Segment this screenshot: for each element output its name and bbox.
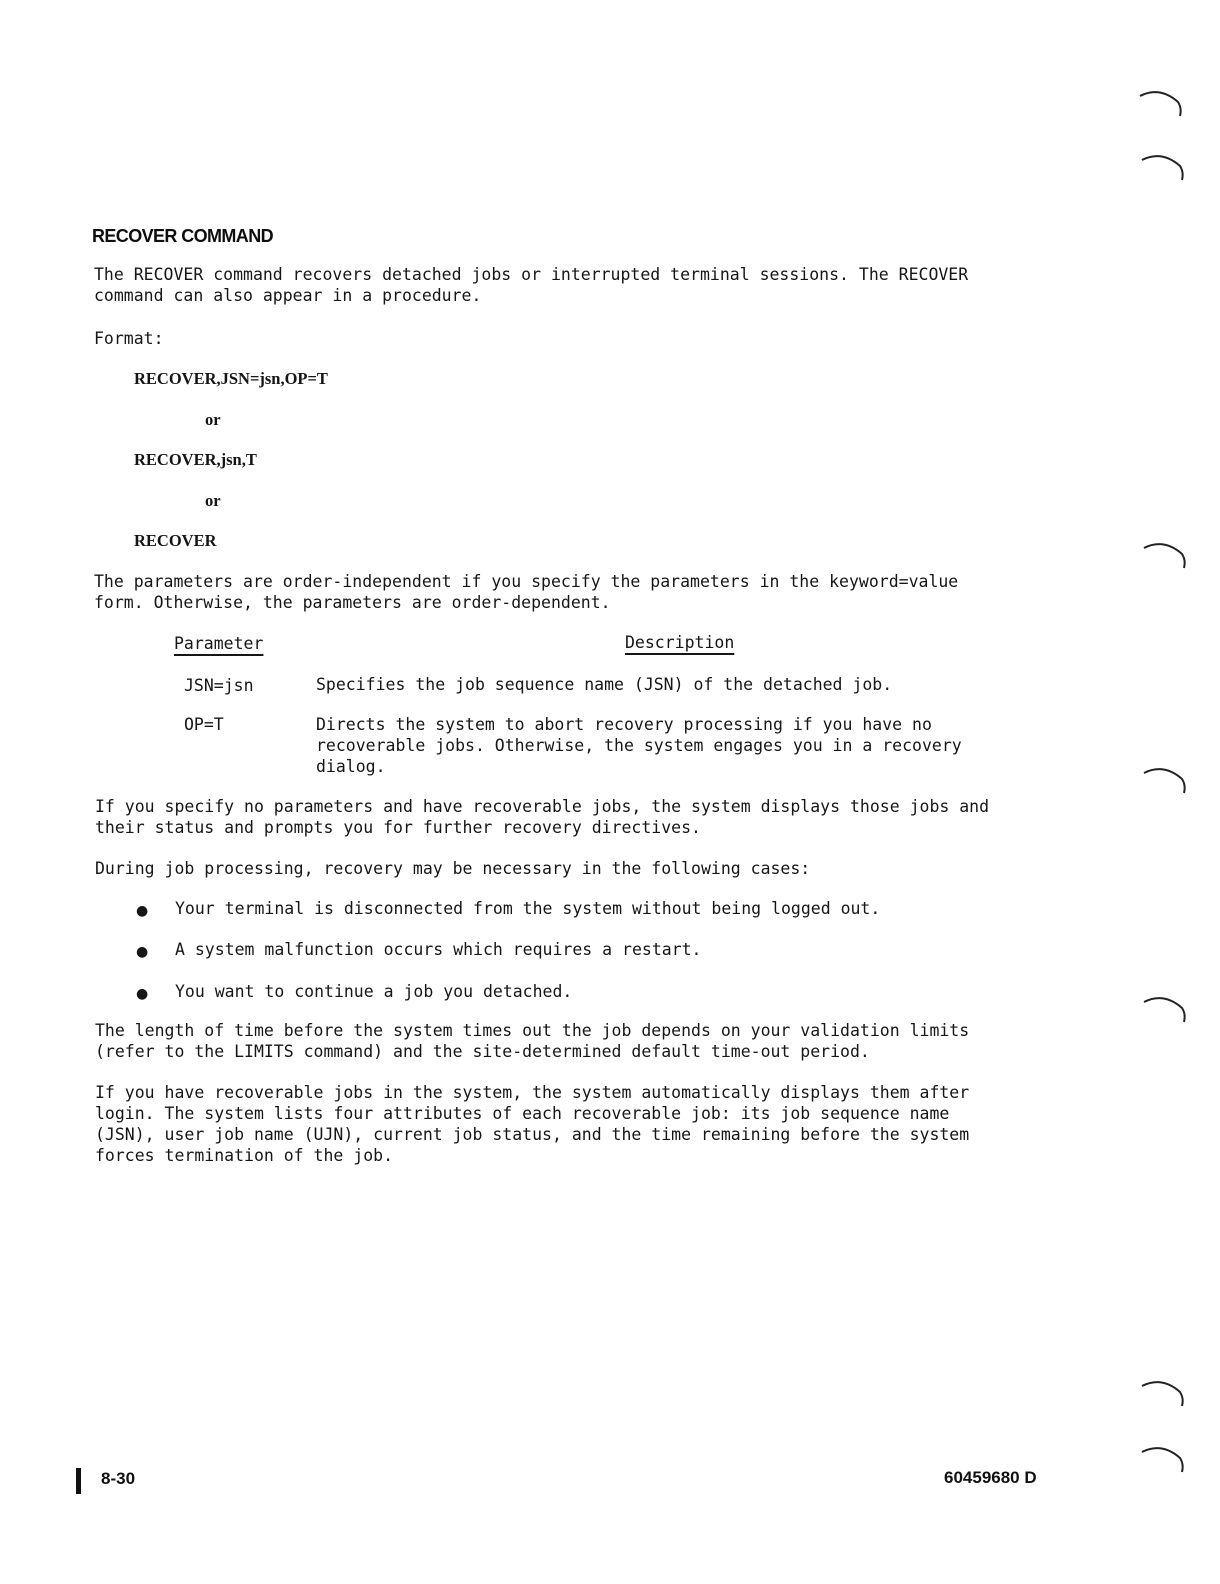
page-number: 8-30: [101, 1469, 136, 1488]
punch-hole-mark: [1140, 152, 1186, 182]
punch-hole-mark: [1140, 1444, 1186, 1474]
list-item: A system malfunction occurs which requires a restart.: [175, 940, 702, 959]
cases-intro: During job processing, recovery may be necessary in the following cases:: [95, 859, 811, 878]
list-item: Your terminal is disconnected from the system without being logged out.: [175, 899, 881, 918]
format-label: Format:: [94, 329, 164, 348]
change-bar: [76, 1468, 81, 1494]
punch-hole-mark: [1142, 540, 1188, 570]
format-or-1: or: [205, 410, 221, 429]
table-header-description: Description: [625, 633, 735, 652]
section-heading: RECOVER COMMAND: [92, 226, 274, 246]
timeout-paragraph: The length of time before the system times out the job depends on your validation limits (refer to the LIMITS command) and the site-determined default time-out period.: [95, 1021, 970, 1061]
bullet-icon: ●: [136, 944, 149, 960]
format-line-3: RECOVER: [134, 531, 217, 550]
display-paragraph: If you have recoverable jobs in the system, the system automatically displays them after login. The system lists four attributes of each recoverable job: its job sequence name (JSN), user job name (UJN), current job status, and the time remaining before the system forces termination of the job.: [95, 1083, 970, 1165]
document-id: 60459680 D: [944, 1468, 1037, 1487]
punch-hole-mark: [1142, 765, 1188, 795]
punch-hole-mark: [1142, 994, 1188, 1024]
params-intro-paragraph: The parameters are order-independent if you specify the parameters in the keyword=value form. Otherwise, the parameters are order-dependent.: [94, 572, 959, 612]
format-or-2: or: [205, 491, 221, 510]
param-name: JSN=jsn: [184, 676, 254, 695]
punch-hole-mark: [1140, 1378, 1186, 1408]
param-description: Directs the system to abort recovery processing if you have no recoverable jobs. Otherwise, the system engages you in a recovery dialog.: [316, 715, 962, 776]
param-description: Specifies the job sequence name (JSN) of the detached job.: [316, 675, 893, 694]
list-item: You want to continue a job you detached.: [175, 982, 573, 1001]
punch-hole-mark: [1138, 88, 1184, 118]
format-line-2: RECOVER,jsn,T: [134, 450, 257, 469]
bullet-icon: ●: [136, 903, 149, 919]
bullet-icon: ●: [136, 986, 149, 1002]
intro-paragraph: The RECOVER command recovers detached jobs or interrupted terminal sessions. The RECOVER command can also appear in a procedure.: [94, 265, 969, 305]
param-name: OP=T: [184, 715, 224, 734]
no-params-paragraph: If you specify no parameters and have recoverable jobs, the system displays those jobs and their status and prompts you for further recovery directives.: [95, 797, 990, 837]
table-header-parameter: Parameter: [174, 634, 264, 653]
format-line-1: RECOVER,JSN=jsn,OP=T: [134, 369, 328, 388]
